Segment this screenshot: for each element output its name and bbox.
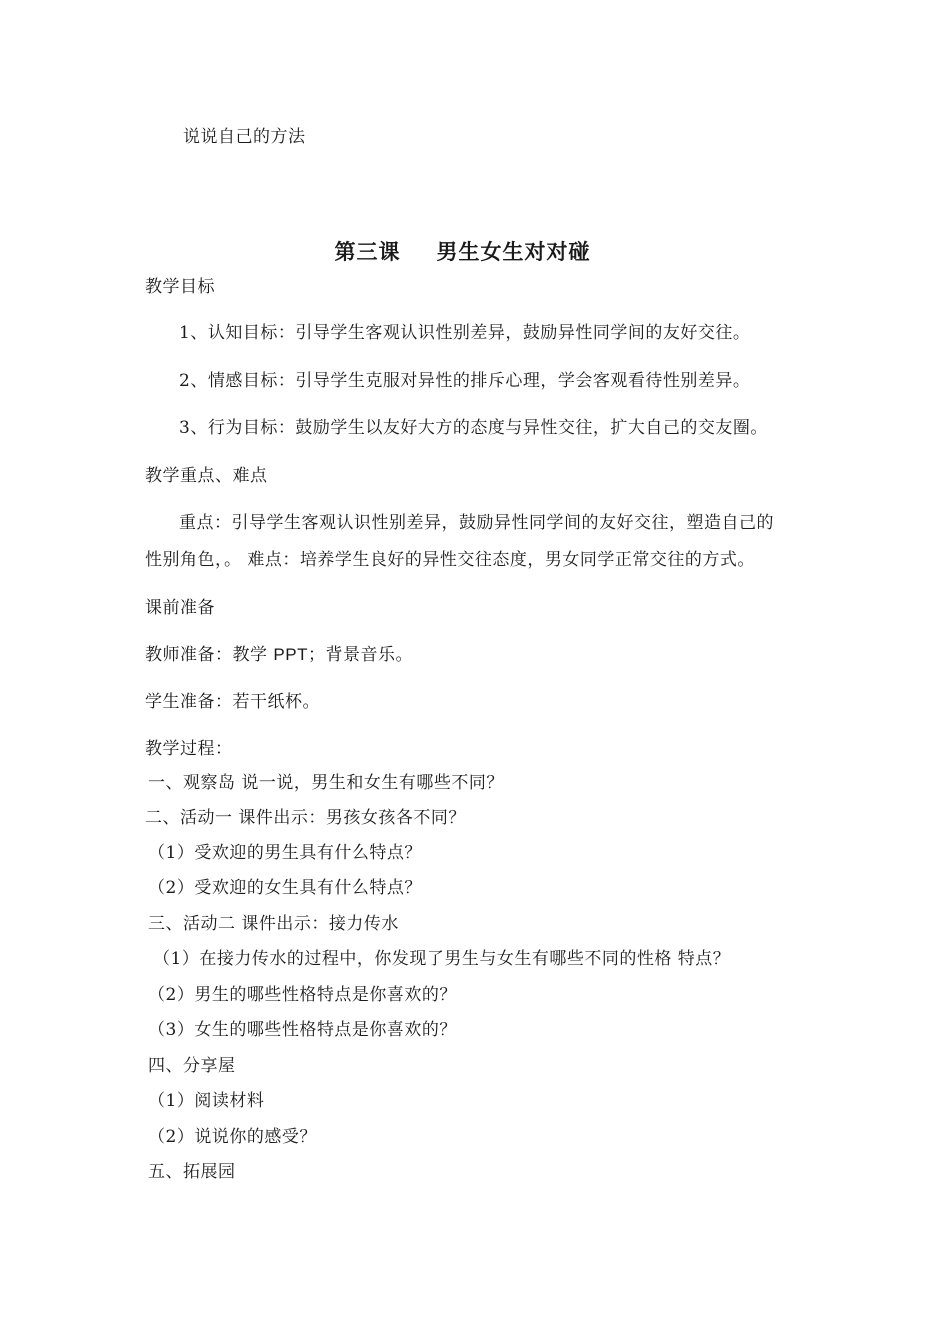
key-points-heading: 教学重点、难点: [145, 466, 268, 486]
teacher-preparation-prefix: 教师准备：教学: [145, 645, 274, 665]
process-step: （1）阅读材料: [148, 1091, 265, 1111]
process-step: 三、活动二 课件出示：接力传水: [148, 914, 399, 934]
objective-item: 2、情感目标：引导学生克服对异性的排斥心理，学会客观看待性别差异。: [179, 371, 751, 391]
key-points-line: 性别角色，。 难点：培养学生良好的异性交往态度，男女同学正常交往的方式。: [145, 550, 755, 570]
objective-item: 1、认知目标：引导学生客观认识性别差异，鼓励异性同学间的友好交往。: [179, 323, 751, 343]
process-step: （2）男生的哪些性格特点是你喜欢的？: [148, 985, 457, 1005]
key-points-line: 重点：引导学生客观认识性别差异，鼓励异性同学间的友好交往，塑造自己的: [179, 513, 774, 533]
teacher-preparation-ppt: PPT: [273, 645, 308, 664]
process-step: 一、观察岛 说一说，男生和女生有哪些不同？: [148, 773, 504, 793]
lesson-number: 第三课: [334, 239, 401, 264]
student-preparation: 学生准备：若干纸杯。: [145, 692, 320, 712]
process-step: （1）在接力传水的过程中，你发现了男生与女生有哪些不同的性格 特点？: [153, 949, 731, 969]
objective-item: 3、行为目标：鼓励学生以友好大方的态度与异性交往，扩大自己的交友圈。: [179, 418, 768, 438]
teacher-preparation: [145, 644, 413, 666]
lesson-name: 男生女生对对碰: [436, 239, 591, 264]
lesson-title: [0, 236, 925, 266]
objectives-heading: 教学目标: [145, 277, 215, 297]
process-step: 二、活动一 课件出示：男孩女孩各不同？: [145, 808, 466, 828]
process-heading: 教学过程：: [145, 739, 233, 759]
process-step: （1）受欢迎的男生具有什么特点？: [148, 843, 422, 863]
process-step: 四、分享屋: [148, 1056, 236, 1076]
process-step: （2）说说你的感受？: [148, 1127, 317, 1147]
process-step: 五、拓展园: [148, 1162, 236, 1182]
process-step: （3）女生的哪些性格特点是你喜欢的？: [148, 1020, 457, 1040]
process-step: （2）受欢迎的女生具有什么特点？: [148, 878, 422, 898]
teacher-preparation-suffix: ；背景音乐。: [307, 645, 413, 665]
preparation-heading: 课前准备: [145, 598, 215, 618]
intro-line: 说说自己的方法: [183, 127, 306, 147]
